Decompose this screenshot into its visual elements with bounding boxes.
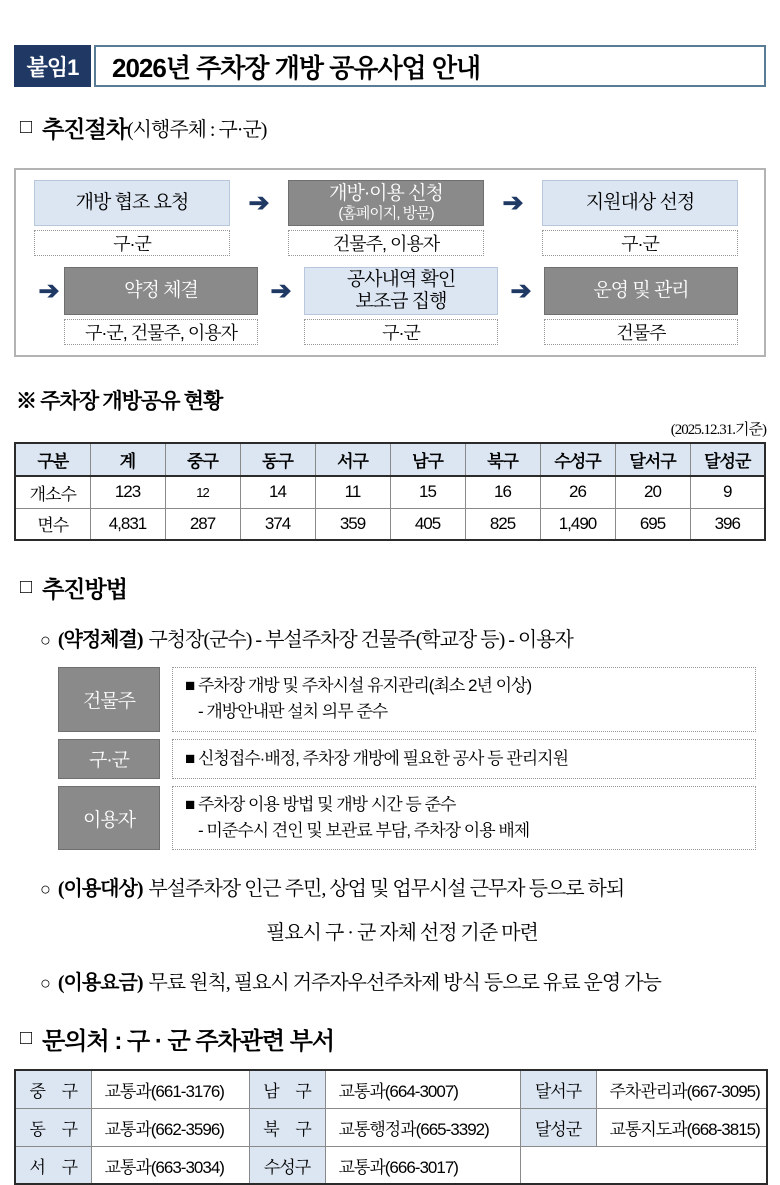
square-bullet-icon: □ (20, 1027, 33, 1050)
arrow-right-icon: ➔ (502, 189, 524, 217)
cell: 359 (315, 508, 390, 540)
flow-step-4-box (64, 267, 258, 315)
flow-step-2-box (288, 180, 484, 226)
page-title: 2026년 주차장 개방 공유사업 안내 (94, 45, 766, 87)
role-label: 건물주 (58, 667, 160, 732)
district-label: 수성구 (249, 1146, 325, 1184)
col-header: 중구 (165, 443, 240, 476)
flow-step-2-sublabel: (홈페이지, 방문) (338, 205, 434, 223)
district-dept: 교통과(666-3017) (325, 1146, 520, 1184)
role-line: ■ 주차장 개방 및 주차시설 유지관리(최소 2년 이상) (185, 676, 532, 695)
contact-heading-title: 문의처 : 구 · 군 주차관련 부서 (42, 1028, 335, 1056)
district-dept: 교통과(663-3034) (91, 1146, 249, 1184)
procedure-heading-sub: (시행주체 : 구·군) (126, 119, 267, 141)
contact-heading (20, 1021, 766, 1056)
role-line: ■ 신청접수·배정, 주차장 개방에 필요한 공사 등 관리지원 (185, 748, 568, 768)
arrow-right-icon: ➔ (510, 277, 532, 305)
col-header: 계 (90, 443, 165, 476)
document-header (14, 45, 766, 87)
cell: 287 (165, 508, 240, 540)
flow-step-6-actor: 건물주 (544, 319, 738, 345)
district-label: 서 구 (15, 1146, 91, 1184)
cell: 396 (690, 508, 765, 540)
agreement-text: 구청장(군수) - 부설주차장 건물주(학교장 등) - 이용자 (148, 629, 573, 651)
fee-text: 무료 원칙, 필요시 거주자우선주차제 방식 등으로 유료 운영 가능 (148, 972, 661, 995)
procedure-heading-title: 추진절차 (42, 116, 127, 142)
cell: 695 (615, 508, 690, 540)
flow-step-2 (288, 180, 484, 256)
circle-bullet-icon: ○ (40, 973, 50, 994)
flow-step-6 (544, 267, 738, 345)
cell: 15 (390, 476, 465, 508)
role-description (172, 786, 756, 851)
flow-step-6-box (544, 267, 738, 315)
cell: 1,490 (540, 508, 615, 540)
district-dept: 주차관리과(667-3095) (596, 1070, 767, 1108)
role-line: ■ 주차장 이용 방법 및 개방 시간 등 준수 (185, 794, 456, 814)
target-bullet (40, 872, 766, 901)
cell: 14 (240, 476, 315, 508)
role-list (58, 667, 756, 850)
method-heading (20, 571, 766, 604)
target-title: (이용대상) (57, 878, 143, 901)
cell: 11 (315, 476, 390, 508)
flow-step-1-actor: 구·군 (34, 230, 230, 256)
district-dept: 교통과(661-3176) (91, 1070, 249, 1108)
attachment-badge: 붙임1 (14, 45, 91, 87)
role-subline: - 개방안내판 설치 의무 준수 (198, 702, 388, 722)
flow-step-4-actor: 구·군, 건물주, 이용자 (64, 319, 258, 345)
cell: 26 (540, 476, 615, 508)
cell: 20 (615, 476, 690, 508)
flow-step-5-label: 공사내역 확인 (346, 269, 456, 291)
arrow-right-icon: ➔ (38, 277, 60, 305)
agreement-title: (약정체결) (57, 629, 143, 651)
col-header: 수성구 (540, 443, 615, 476)
target-text-line1: 부설주차장 인근 주민, 상업 및 업무시설 근무자 등으로 하되 (148, 878, 625, 901)
flow-step-1-box (34, 180, 230, 226)
role-subline: - 미준수시 견인 및 보관료 부담, 주차장 이용 배제 (198, 821, 530, 841)
procedure-heading (20, 111, 766, 144)
col-header: 북구 (465, 443, 540, 476)
procedure-flowchart (14, 168, 766, 357)
flow-row-2 (34, 267, 738, 345)
status-heading: ※ 주차장 개방공유 현황 (16, 389, 223, 413)
flow-row-1 (34, 180, 738, 256)
role-description (172, 667, 756, 732)
row-label: 개소수 (15, 476, 90, 508)
district-label: 달서구 (520, 1070, 596, 1108)
flow-step-1-label: 개방 협조 요청 (75, 192, 189, 214)
flow-step-2-actor: 건물주, 이용자 (288, 230, 484, 256)
contact-row (15, 1108, 767, 1146)
col-header: 서구 (315, 443, 390, 476)
district-dept: 교통과(664-3007) (325, 1070, 520, 1108)
col-header: 동구 (240, 443, 315, 476)
status-table (14, 442, 766, 541)
contact-table (14, 1069, 768, 1185)
status-date-note: (2025.12.31.기준) (670, 422, 766, 438)
role-row-district (58, 739, 756, 779)
circle-bullet-icon: ○ (40, 630, 50, 650)
flow-step-3-actor: 구·군 (542, 230, 738, 256)
method-heading-title: 추진방법 (42, 576, 127, 602)
district-dept: 교통과(662-3596) (91, 1108, 249, 1146)
col-header: 구분 (15, 443, 90, 476)
role-description (172, 739, 756, 779)
fee-title: (이용요금) (57, 972, 143, 995)
role-label: 이용자 (58, 786, 160, 851)
col-header: 달성군 (690, 443, 765, 476)
square-bullet-icon: □ (20, 576, 33, 598)
table-row-sites (15, 476, 765, 508)
empty-cell (520, 1146, 767, 1184)
cell: 4,831 (90, 508, 165, 540)
contact-row (15, 1070, 767, 1108)
col-header: 달서구 (615, 443, 690, 476)
flow-step-4 (64, 267, 258, 345)
flow-step-1 (34, 180, 230, 256)
arrow-right-icon: ➔ (248, 189, 270, 217)
district-dept: 교통지도과(668-3815) (596, 1108, 767, 1146)
flow-step-5 (304, 267, 498, 345)
col-header: 남구 (390, 443, 465, 476)
district-label: 동 구 (15, 1108, 91, 1146)
row-label: 면수 (15, 508, 90, 540)
flow-step-4-label: 약정 체결 (124, 280, 198, 302)
cell: 9 (690, 476, 765, 508)
cell: 825 (465, 508, 540, 540)
cell: 16 (465, 476, 540, 508)
cell: 12 (165, 476, 240, 508)
district-label: 북 구 (249, 1108, 325, 1146)
district-label: 남 구 (249, 1070, 325, 1108)
role-label: 구·군 (58, 739, 160, 779)
contact-row (15, 1146, 767, 1184)
flow-step-3-label: 지원대상 선정 (585, 192, 695, 214)
flow-step-3 (542, 180, 738, 256)
flow-step-5-sublabel: 보조금 집행 (355, 291, 447, 312)
arrow-right-icon: ➔ (270, 277, 292, 305)
table-row-spaces (15, 508, 765, 540)
target-text-line2: 필요시 구 · 군 자체 선정 기준 마련 (266, 922, 538, 945)
district-label: 달성군 (520, 1108, 596, 1146)
cell: 374 (240, 508, 315, 540)
fee-bullet (40, 966, 766, 995)
district-dept: 교통행정과(665-3392) (325, 1108, 520, 1146)
square-bullet-icon: □ (20, 116, 33, 138)
status-table-header-row (15, 443, 765, 476)
flow-step-2-label: 개방·이용 신청 (329, 183, 443, 205)
role-row-owner (58, 667, 756, 732)
flow-step-6-label: 운영 및 관리 (593, 280, 689, 302)
agreement-bullet (40, 623, 766, 652)
cell: 123 (90, 476, 165, 508)
circle-bullet-icon: ○ (40, 879, 50, 900)
role-row-user (58, 786, 756, 851)
flow-step-5-actor: 구·군 (304, 319, 498, 345)
district-label: 중 구 (15, 1070, 91, 1108)
flow-step-3-box (542, 180, 738, 226)
flow-step-5-box (304, 267, 498, 315)
cell: 405 (390, 508, 465, 540)
